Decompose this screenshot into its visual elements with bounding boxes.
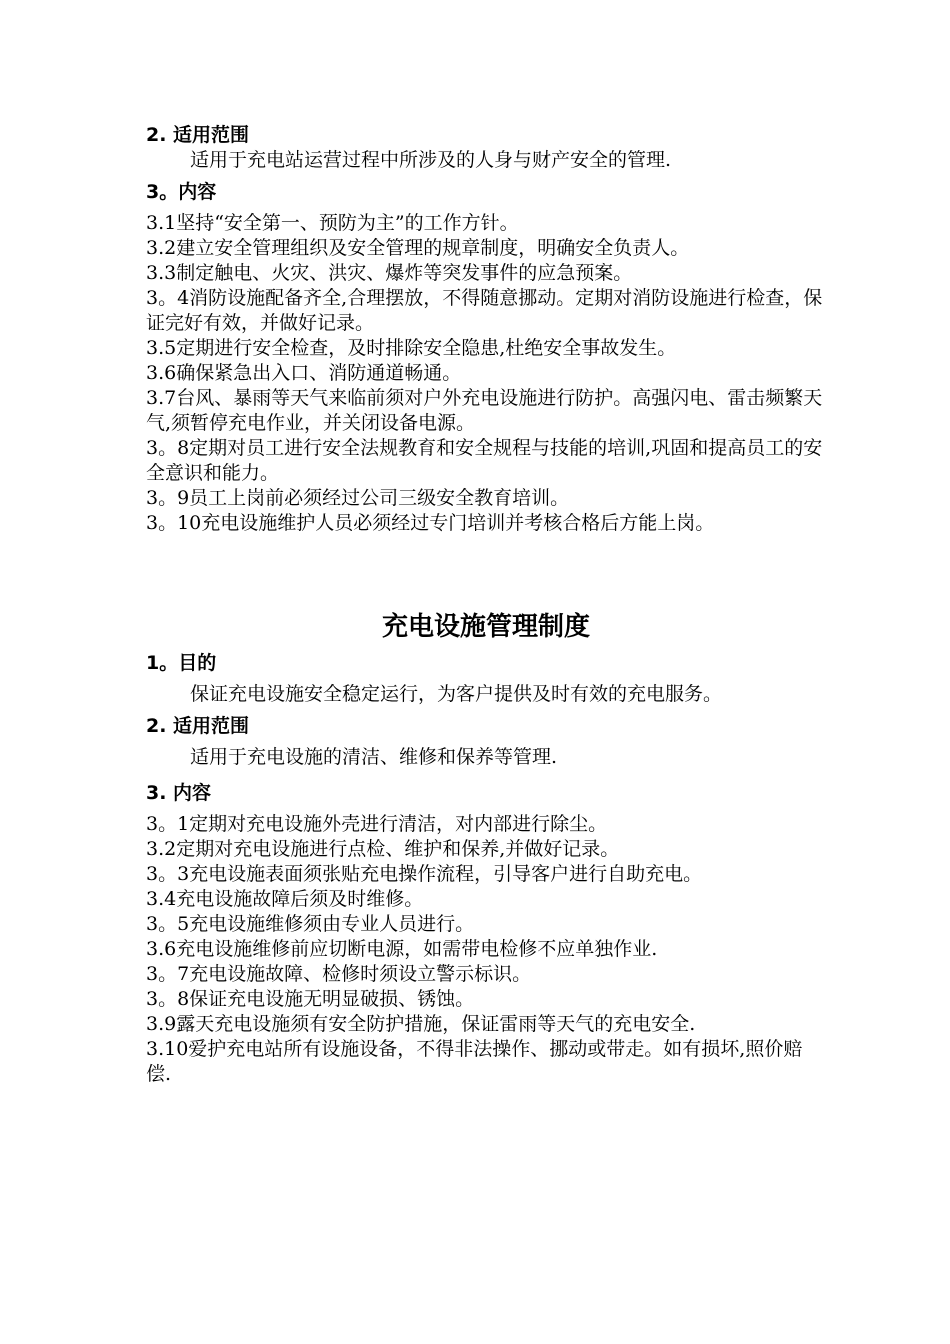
scope-heading: 2. 适用范围 [146, 715, 250, 737]
content-heading: 3。内容 [146, 181, 217, 203]
list-item: 3.7台风、暴雨等天气来临前须对户外充电设施进行防护。高强闪电、雷击频繁天气,须暂停充电作业，并关闭设备电源。 [146, 387, 823, 434]
list-item: 3.5定期进行安全检查，及时排除安全隐患,杜绝安全事故发生。 [146, 337, 677, 359]
list-item: 3。4消防设施配备齐全,合理摆放，不得随意挪动。定期对消防设施进行检查，保证完好有效，并做好记录。 [146, 287, 823, 334]
scope-heading: 2. 适用范围 [146, 124, 250, 146]
list-item: 3.6确保紧急出入口、消防通道畅通。 [146, 362, 462, 384]
list-item: 3。8保证充电设施无明显破损、锈蚀。 [146, 988, 475, 1010]
list-item: 3.10爱护充电站所有设施设备，不得非法操作、挪动或带走。如有损坏,照价赔偿. [146, 1038, 803, 1085]
list-item: 3。1定期对充电设施外壳进行清洁，对内部进行除尘。 [146, 813, 608, 835]
list-item: 3.2建立安全管理组织及安全管理的规章制度，明确安全负责人。 [146, 237, 690, 259]
scope-text: 适用于充电设施的清洁、维修和保养等管理. [190, 746, 558, 768]
list-item: 3。8定期对员工进行安全法规教育和安全规程与技能的培训,巩固和提高员工的安全意识和能力。 [146, 437, 823, 484]
document-title: 充电设施管理制度 [381, 612, 590, 642]
facility-items-list [146, 812, 826, 1087]
list-item: 3.3制定触电、火灾、洪灾、爆炸等突发事件的应急预案。 [146, 262, 633, 284]
content-heading: 3. 内容 [146, 782, 212, 804]
list-item: 3。3充电设施表面须张贴充电操作流程，引导客户进行自助充电。 [146, 863, 703, 885]
safety-items-list [146, 211, 826, 536]
list-item: 3。7充电设施故障、检修时须设立警示标识。 [146, 963, 532, 985]
list-item: 3。10充电设施维护人员必须经过专门培训并考核合格后方能上岗。 [146, 512, 715, 534]
scope-text: 适用于充电站运营过程中所涉及的人身与财产安全的管理. [190, 149, 672, 171]
list-item: 3.9露天充电设施须有安全防护措施，保证雷雨等天气的充电安全. [146, 1013, 696, 1035]
document-page [146, 122, 826, 1087]
list-item: 3.6充电设施维修前应切断电源，如需带电检修不应单独作业. [146, 938, 658, 960]
list-item: 3.4充电设施故障后须及时维修。 [146, 888, 424, 910]
purpose-heading: 1。目的 [146, 652, 217, 674]
list-item: 3。9员工上岗前必须经过公司三级安全教育培训。 [146, 487, 570, 509]
list-item: 3.2定期对充电设施进行点检、维护和保养,并做好记录。 [146, 838, 620, 860]
list-item: 3。5充电设施维修须由专业人员进行。 [146, 913, 475, 935]
list-item: 3.1坚持“安全第一、预防为主”的工作方针。 [146, 212, 519, 234]
purpose-text: 保证充电设施安全稳定运行，为客户提供及时有效的充电服务。 [190, 683, 723, 705]
